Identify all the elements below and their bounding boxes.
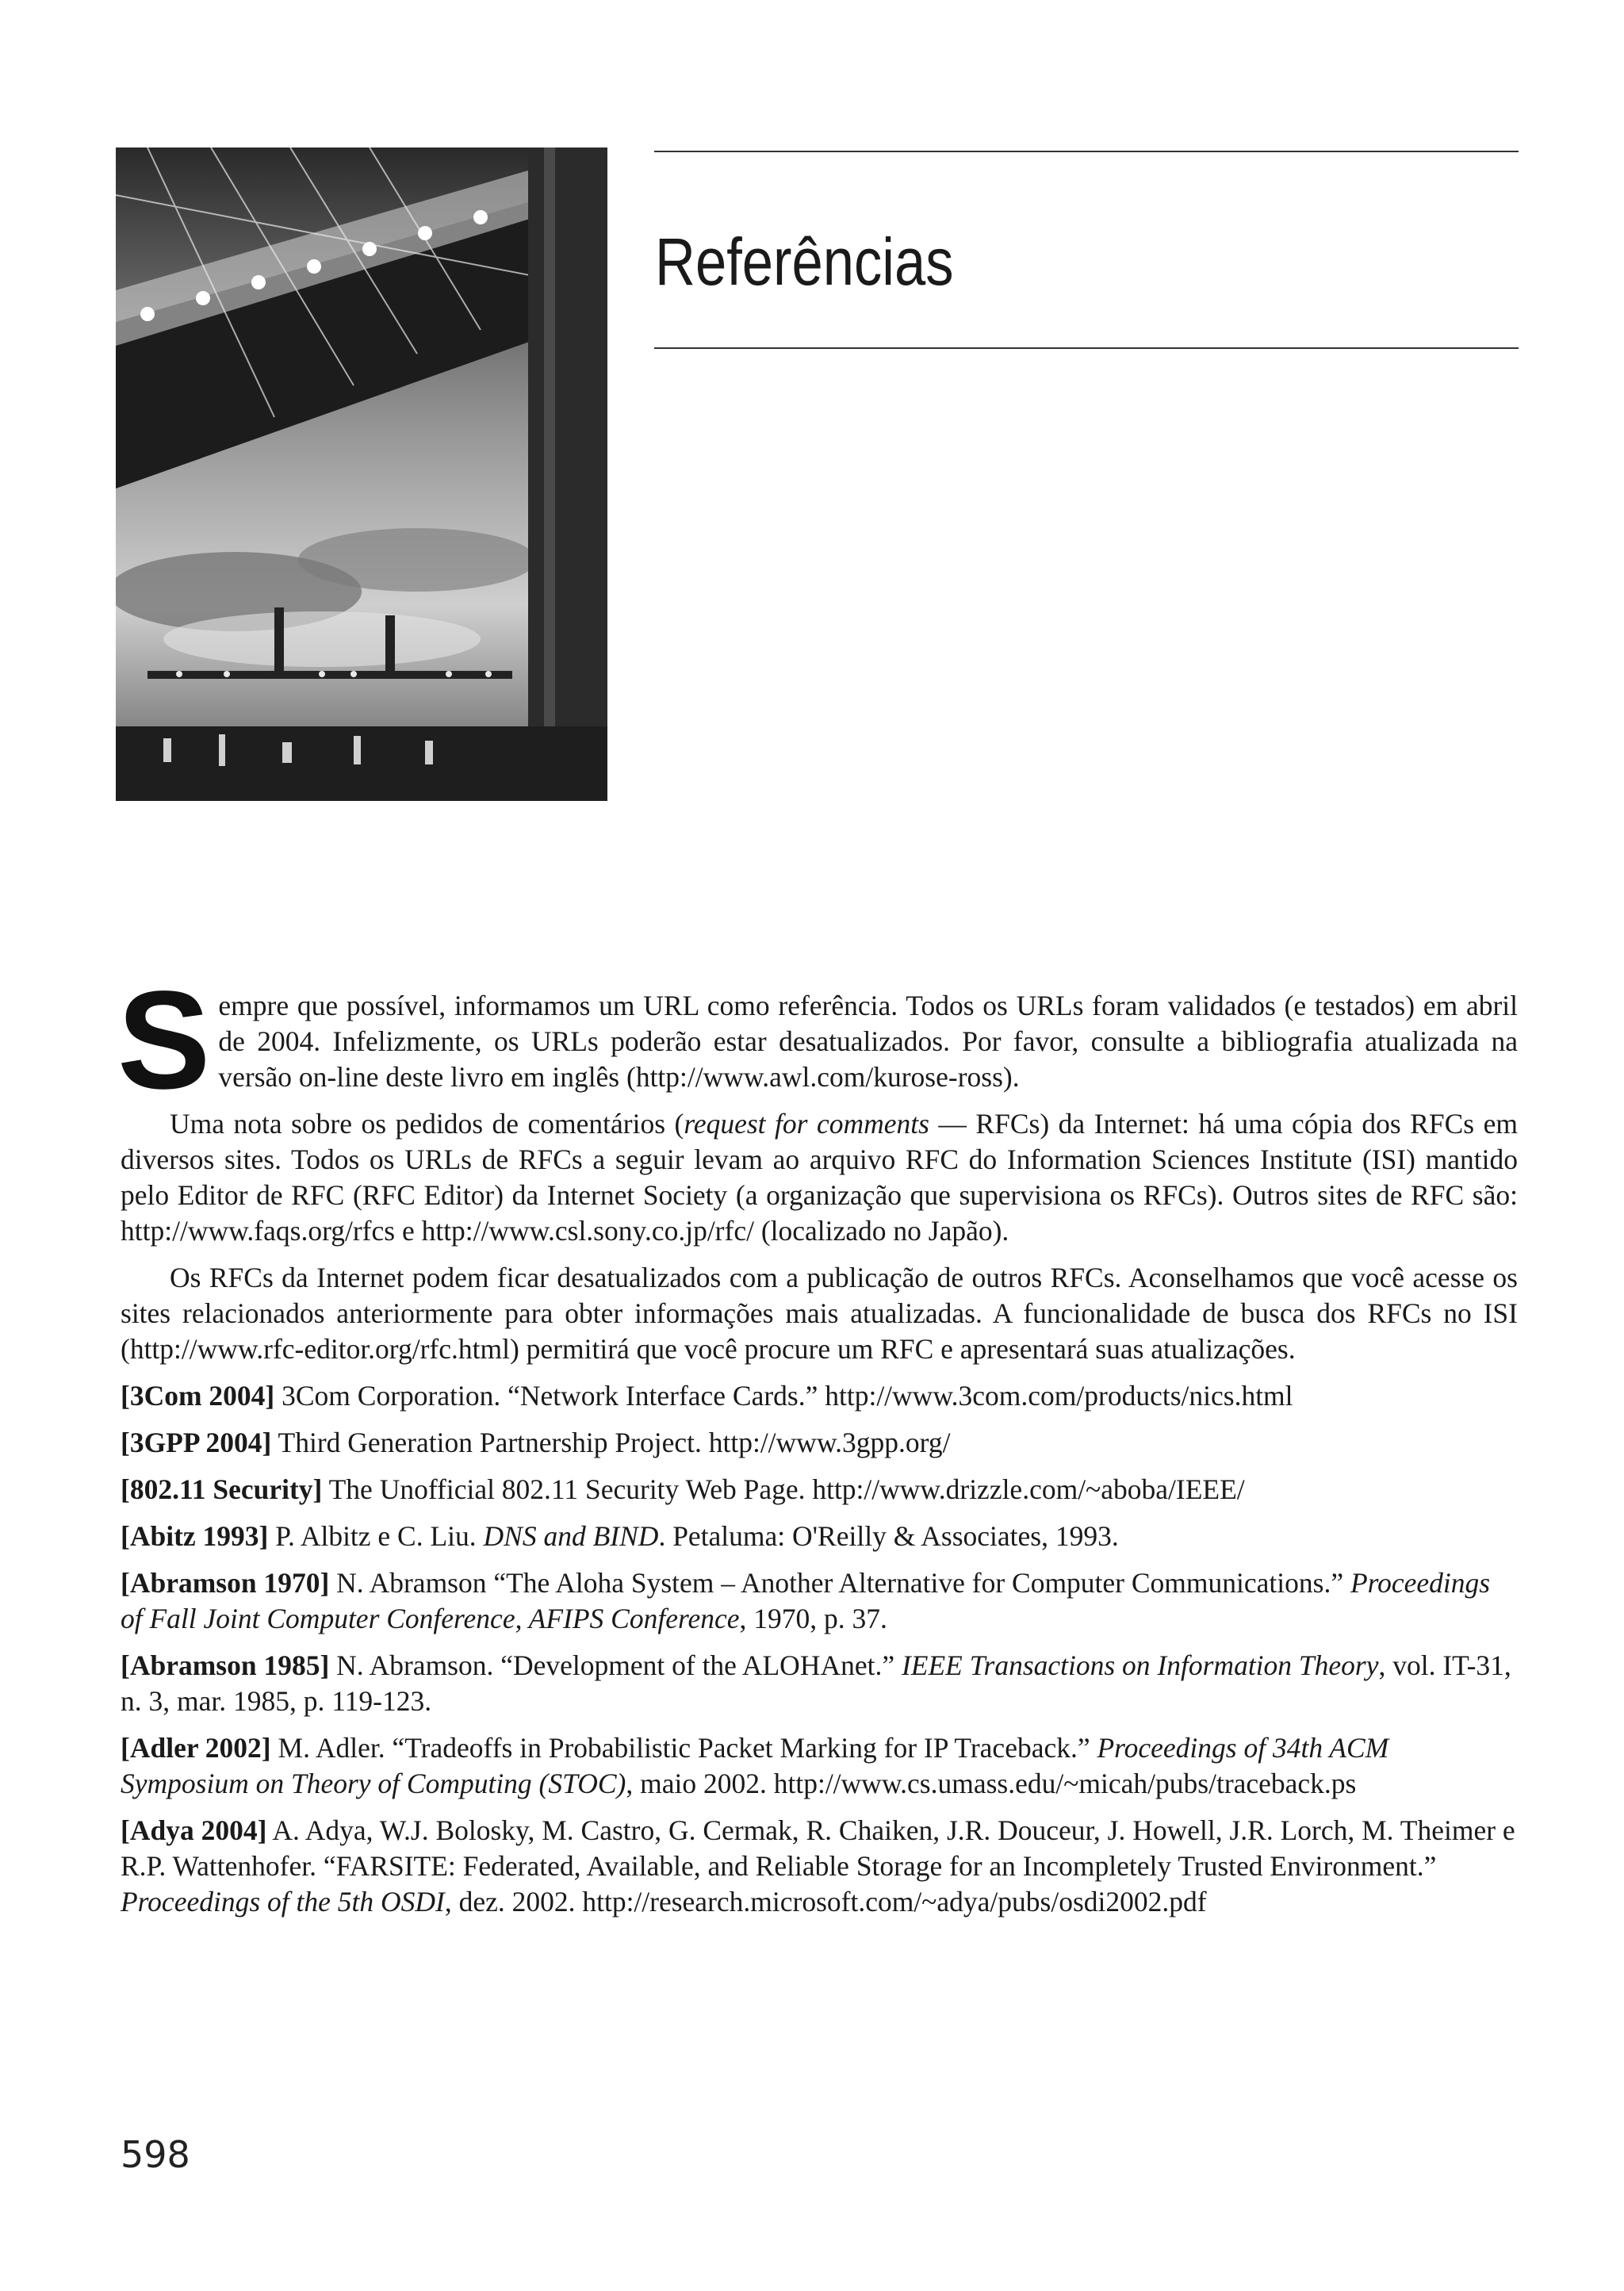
reference-key: [Abitz 1993] <box>121 1520 269 1552</box>
reference-entry <box>121 1730 1518 1802</box>
reference-details: , maio 2002. http://www.cs.umass.edu/~micah/pubs/traceback.ps <box>626 1768 1357 1799</box>
reference-entry <box>121 1648 1518 1719</box>
reference-key: [Abramson 1985] <box>121 1649 330 1681</box>
intro-paragraph-2 <box>121 1106 1518 1249</box>
intro-paragraph-2-italic: request for comments <box>684 1108 929 1140</box>
intro-paragraph-3: Os RFCs da Internet podem ficar desatualizados com a publicação de outros RFCs. Aconselhamos que você acesse os sites relacionados anteriormente para obter informações mais atualizadas. A funcionalidade de busca dos RFCs no ISI (http://www.rfc-editor.org/rfc.html) permitirá que você procure um RFC e apresentará suas atualizações. <box>121 1262 1518 1365</box>
reference-text: Third Generation Partnership Project. http://www.3gpp.org/ <box>271 1427 951 1458</box>
reference-title: Proceedings of the 5th OSDI <box>121 1886 445 1917</box>
reference-entry <box>121 1472 1518 1508</box>
reference-text: N. Abramson. “Development of the ALOHAnet.” <box>329 1649 902 1681</box>
reference-details: , dez. 2002. http://research.microsoft.com/~adya/pubs/osdi2002.pdf <box>444 1886 1207 1917</box>
title-rule-bottom <box>654 347 1519 349</box>
reference-entry <box>121 1519 1518 1554</box>
reference-details: . Petaluma: O'Reilly & Associates, 1993. <box>658 1520 1119 1552</box>
page-number: 598 <box>121 2133 190 2176</box>
reference-key: [3GPP 2004] <box>121 1427 272 1458</box>
intro-paragraph-1-text: empre que possível, informamos um URL como referência. Todos os URLs foram validados (e testados) em abril de 2004. Infelizmente, os URLs poderão estar desatualizados. Por favor, consulte a bibliografia atualizada na versão on-line deste livro em inglês (http://www.awl.com/kurose-ross). <box>218 990 1518 1093</box>
chapter-title: Referências <box>655 224 954 299</box>
main-content <box>117 963 1518 1931</box>
intro-paragraph-2-part-a: Uma nota sobre os pedidos de comentários ( <box>170 1108 684 1140</box>
title-rule-top <box>654 151 1519 152</box>
reference-text: A. Adya, W.J. Bolosky, M. Castro, G. Cermak, R. Chaiken, J.R. Douceur, J. Howell, J.R. Lorch, M. Theimer e R.P. Wattenhofer. “FARSITE: Federated, Available, and Reliable Storage for an Incompletely Trusted Environment.” <box>121 1814 1515 1882</box>
reference-entry <box>121 1813 1518 1920</box>
reference-entry <box>121 1565 1518 1637</box>
bridge-photo <box>116 147 607 801</box>
reference-key: [Abramson 1970] <box>121 1567 330 1599</box>
drop-cap: S <box>117 963 211 1118</box>
reference-title: Proceedings of 34th ACM Symposium on Theory of Computing (STOC) <box>121 1732 1389 1799</box>
reference-title: DNS and BIND <box>483 1520 659 1552</box>
reference-text: 3Com Corporation. “Network Interface Cards.” http://www.3com.com/products/nics.html <box>274 1380 1293 1412</box>
intro-paragraph-2-part-c: — RFCs) da Internet: há uma cópia dos RFCs em diversos sites. Todos os URLs de RFCs a seguir levam ao arquivo RFC do Information Sciences Institute (ISI) mantido pelo Editor de RFC (RFC Editor) da Internet Society (a organização que supervisiona os RFCs). Outros sites de RFC são: http://www.faqs.org/rfcs e http://www.csl.sony.co.jp/rfc/ (localizado no Japão). <box>121 1108 1518 1247</box>
reference-title: Proceedings of Fall Joint Computer Conference, AFIPS Conference <box>121 1567 1491 1634</box>
reference-entry <box>121 1425 1518 1461</box>
reference-text: The Unofficial 802.11 Security Web Page. http://www.drizzle.com/~aboba/IEEE/ <box>322 1473 1245 1505</box>
reference-key: [802.11 Security] <box>121 1473 323 1505</box>
reference-list <box>121 1378 1518 1920</box>
bridge-photo-image <box>116 147 607 801</box>
reference-text: P. Albitz e C. Liu. <box>268 1520 484 1552</box>
reference-key: [Adler 2002] <box>121 1732 271 1764</box>
reference-details: , vol. IT-31, n. 3, mar. 1985, p. 119-123. <box>121 1649 1511 1717</box>
reference-key: [3Com 2004] <box>121 1380 275 1412</box>
reference-text: M. Adler. “Tradeoffs in Probabilistic Packet Marking for IP Traceback.” <box>270 1732 1097 1764</box>
reference-text: N. Abramson “The Aloha System – Another Alternative for Computer Communications.” <box>329 1567 1350 1599</box>
reference-key: [Adya 2004] <box>121 1814 267 1846</box>
reference-entry <box>121 1378 1518 1414</box>
reference-details: , 1970, p. 37. <box>739 1603 887 1634</box>
reference-title: IEEE Transactions on Information Theory <box>901 1649 1379 1681</box>
intro-paragraph-1 <box>117 963 1518 1118</box>
